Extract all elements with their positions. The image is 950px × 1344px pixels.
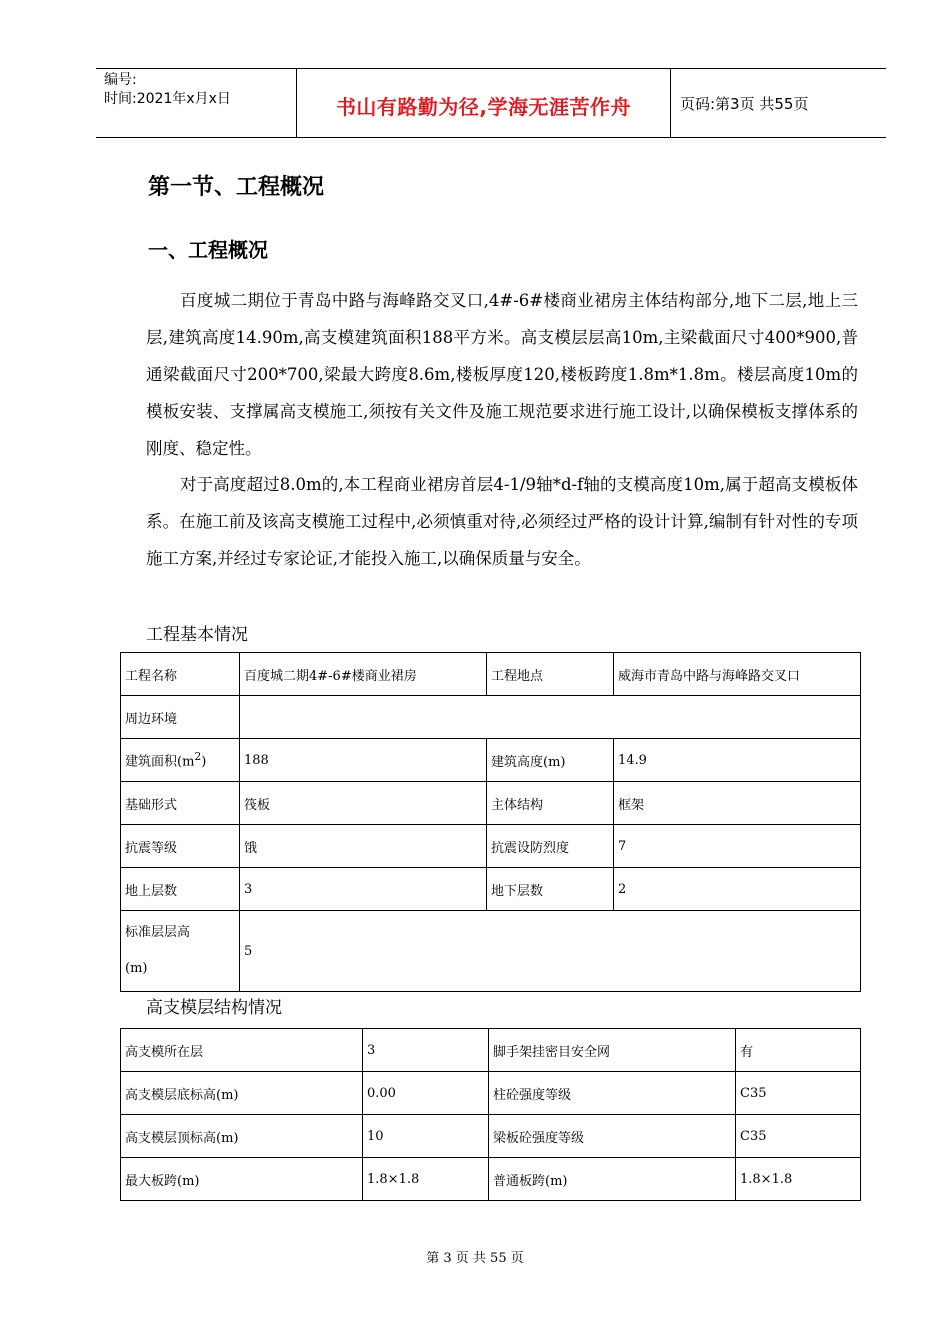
table-cell: 14.9 bbox=[614, 739, 861, 782]
table-row bbox=[121, 696, 861, 739]
table-cell: 柱砼强度等级 bbox=[489, 1072, 736, 1115]
table-cell: 工程地点 bbox=[487, 653, 614, 696]
table-cell bbox=[121, 739, 240, 782]
table-cell: 普通板跨(m) bbox=[489, 1158, 736, 1201]
table-cell: 0.00 bbox=[363, 1072, 489, 1115]
area-label-close: ) bbox=[201, 754, 207, 770]
header-page-label: 页码:第3页 共55页 bbox=[680, 95, 809, 113]
table-cell: 3 bbox=[240, 868, 487, 911]
floor-height-label: 标准层层高 bbox=[125, 925, 191, 940]
formwork-structure-table bbox=[120, 1028, 861, 1201]
table-cell: 地下层数 bbox=[487, 868, 614, 911]
area-superscript: 2 bbox=[194, 750, 202, 764]
table-cell: 1.8×1.8 bbox=[736, 1158, 861, 1201]
table-cell: 地上层数 bbox=[121, 868, 240, 911]
table-cell bbox=[240, 696, 861, 739]
table-cell bbox=[121, 911, 240, 992]
table-cell: 脚手架挂密目安全网 bbox=[489, 1029, 736, 1072]
table-cell: 最大板跨(m) bbox=[121, 1158, 363, 1201]
table-cell: 百度城二期4#-6#楼商业裙房 bbox=[240, 653, 487, 696]
table-cell: 高支模所在层 bbox=[121, 1029, 363, 1072]
header-meta bbox=[104, 71, 231, 109]
table-cell: 3 bbox=[363, 1029, 489, 1072]
table-row bbox=[121, 911, 861, 992]
table-cell: 有 bbox=[736, 1029, 861, 1072]
table-cell: 筏板 bbox=[240, 782, 487, 825]
table-cell: 7 bbox=[614, 825, 861, 868]
header-motto: 书山有路勤为径,学海无涯苦作舟 bbox=[335, 95, 632, 119]
table-cell: 10 bbox=[363, 1115, 489, 1158]
table-row bbox=[121, 739, 861, 782]
paragraph: 对于高度超过8.0m的,本工程商业裙房首层4-1/9轴*d-f轴的支模高度10m,属于超高支模板体系。在施工前及该高支模施工过程中,必须慎重对待,必须经过严格的设计计算,编制有针对性的专项施工方案,并经过专家论证,才能投入施工,以确保质量与安全。 bbox=[146, 475, 858, 568]
table-cell: C35 bbox=[736, 1115, 861, 1158]
table-cell: 框架 bbox=[614, 782, 861, 825]
table-row bbox=[121, 1029, 861, 1072]
table-cell: 高支模层底标高(m) bbox=[121, 1072, 363, 1115]
table-row bbox=[121, 1115, 861, 1158]
table-cell: 周边环境 bbox=[121, 696, 240, 739]
floor-height-unit: (m) bbox=[125, 961, 148, 976]
table-row bbox=[121, 653, 861, 696]
project-basic-info-table bbox=[120, 652, 861, 992]
doc-time-label: 时间:2021年x月x日 bbox=[104, 91, 231, 107]
table-cell: 威海市青岛中路与海峰路交叉口 bbox=[614, 653, 861, 696]
table-cell: 高支模层顶标高(m) bbox=[121, 1115, 363, 1158]
table-cell: 188 bbox=[240, 739, 487, 782]
table-cell: 抗震等级 bbox=[121, 825, 240, 868]
paragraph: 百度城二期位于青岛中路与海峰路交叉口,4#-6#楼商业裙房主体结构部分,地下二层,地上三层,建筑高度14.90m,高支模建筑面积188平方米。高支模层层高10m,主梁截面尺寸400*900,普通梁截面尺寸200*700,梁最大跨度8.6m,楼板厚度120,楼板跨度1.8m*1.8m。楼层高度10m的模板安装、支撑属高支模施工,须按有关文件及施工规范要求进行施工设计,以确保模板支撑体系的刚度、稳定性。 bbox=[146, 291, 858, 458]
table-caption: 高支模层结构情况 bbox=[146, 998, 282, 1018]
table-cell: 梁板砼强度等级 bbox=[489, 1115, 736, 1158]
table-row bbox=[121, 825, 861, 868]
page-footer: 第 3 页 共 55 页 bbox=[426, 1251, 524, 1266]
table-row bbox=[121, 1158, 861, 1201]
area-label: 建筑面积(m bbox=[125, 754, 195, 770]
table-cell: C35 bbox=[736, 1072, 861, 1115]
table-cell: 5 bbox=[240, 911, 861, 992]
table-cell: 1.8×1.8 bbox=[363, 1158, 489, 1201]
table-row bbox=[121, 782, 861, 825]
table-cell: 2 bbox=[614, 868, 861, 911]
table-cell: 抗震设防烈度 bbox=[487, 825, 614, 868]
page-header bbox=[96, 68, 886, 138]
table-row bbox=[121, 868, 861, 911]
table-cell: 饿 bbox=[240, 825, 487, 868]
table-cell: 建筑高度(m) bbox=[487, 739, 614, 782]
doc-number-label: 编号: bbox=[104, 72, 137, 88]
table-cell: 主体结构 bbox=[487, 782, 614, 825]
table-caption: 工程基本情况 bbox=[146, 625, 248, 645]
table-cell: 基础形式 bbox=[121, 782, 240, 825]
table-cell: 工程名称 bbox=[121, 653, 240, 696]
subsection-title: 一、工程概况 bbox=[148, 238, 268, 262]
table-row bbox=[121, 1072, 861, 1115]
header-divider bbox=[670, 69, 671, 137]
section-title: 第一节、工程概况 bbox=[148, 175, 325, 200]
